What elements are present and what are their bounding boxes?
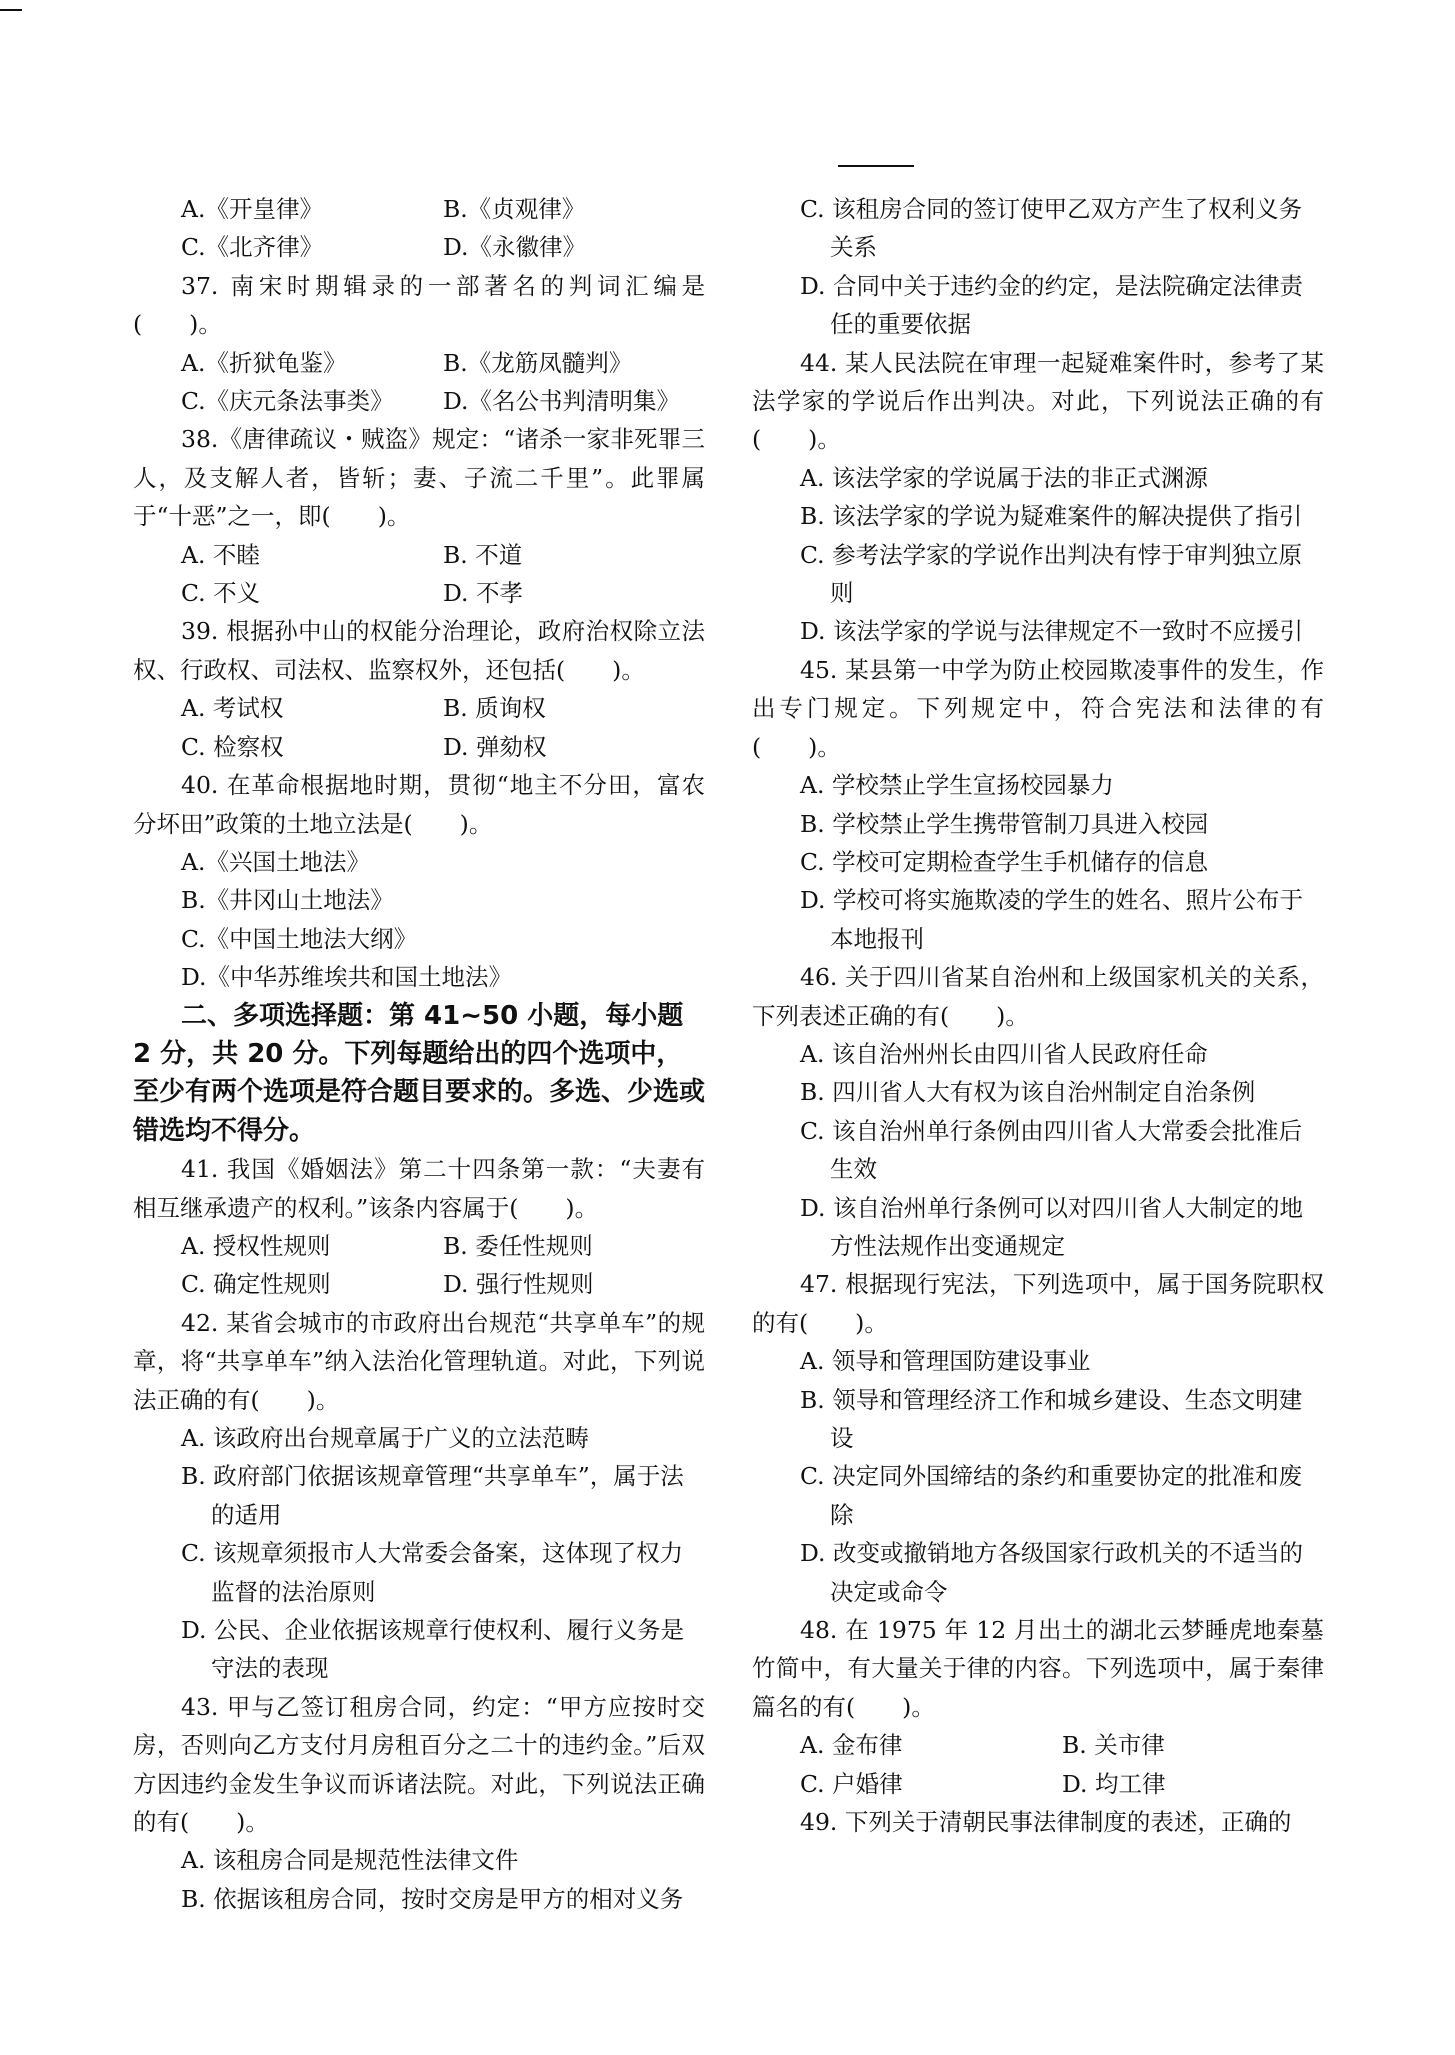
question-text: 49. 下列关于清朝民事法律制度的表述，正确的 [800, 1808, 1292, 1837]
option-text: B. 关市律 [1062, 1731, 1165, 1760]
option-pair [133, 689, 705, 727]
option-pair [133, 1227, 705, 1265]
option-text: D. 该自治州单行条例可以对四川省人大制定的地方性法规作出变通规定 [800, 1193, 1303, 1260]
question-text: 42. 某省会城市的市政府出台规范“共享单车”的规章，将“共享单车”纳入法治化管理轨道。对此，下列说法正确的有( )。 [133, 1308, 705, 1414]
option-pair [752, 1726, 1324, 1764]
option-text: D. 改变或撤销地方各级国家行政机关的不适当的决定或命令 [800, 1539, 1303, 1606]
option-text: A. 考试权 [181, 694, 284, 723]
option-text: D. 公民、企业依据该规章行使权利、履行义务是守法的表现 [181, 1616, 684, 1683]
option-text: C.《庆元条法事类》 [181, 387, 394, 416]
option-text: D. 强行性规则 [443, 1270, 594, 1299]
option-text: A.《兴国土地法》 [181, 847, 370, 876]
option-text: B. 不道 [443, 540, 523, 569]
option-text: B. 质询权 [443, 694, 546, 723]
option-pair [133, 728, 705, 766]
option-pair [752, 1765, 1324, 1803]
header-rule [838, 165, 914, 167]
option-pair [133, 574, 705, 612]
question-text: 38.《唐律疏议・贼盗》规定：“诸杀一家非死罪三人，及支解人者，皆斩；妻、子流二千里”。此罪属于“十恶”之一，即( )。 [133, 425, 705, 531]
scan-mark [0, 9, 22, 11]
option-text: D. 合同中关于违约金的约定，是法院确定法律责任的重要依据 [800, 271, 1303, 339]
option-text: B. 委任性规则 [443, 1231, 593, 1260]
option-text: D.《永徽律》 [443, 233, 586, 262]
option-pair [133, 228, 705, 266]
option-text: D.《名公书判清明集》 [443, 387, 680, 416]
option-text: B. 依据该租房合同，按时交房是甲方的相对义务 [181, 1884, 684, 1913]
option-text: C. 该租房合同的签订使甲乙双方产生了权利义务关系 [800, 195, 1303, 262]
option-text: C. 确定性规则 [181, 1270, 331, 1299]
question-text: 41. 我国《婚姻法》第二十四条第一款：“夫妻有相互继承遗产的权利。”该条内容属于( )。 [133, 1155, 705, 1222]
option-text: C.《北齐律》 [181, 233, 324, 262]
option-text: B. 政府部门依据该规章管理“共享单车”，属于法的适用 [181, 1462, 684, 1529]
question-text: 46. 关于四川省某自治州和上级国家机关的关系，下列表述正确的有( )。 [752, 963, 1324, 1030]
question-text: 48. 在 1975 年 12 月出土的湖北云梦睡虎地秦墓竹简中，有大量关于律的内容。下列选项中，属于秦律篇名的有( )。 [752, 1616, 1324, 1721]
option-text: D.《中华苏维埃共和国土地法》 [181, 963, 512, 992]
option-text: D. 不孝 [443, 579, 523, 608]
option-pair [133, 1265, 705, 1303]
left-column [133, 190, 705, 1918]
option-text: A. 领导和管理国防建设事业 [800, 1347, 1091, 1376]
option-text: B.《井冈山土地法》 [181, 886, 394, 915]
option-text: A. 授权性规则 [181, 1231, 331, 1260]
option-pair [133, 382, 705, 420]
question-text: 39. 根据孙中山的权能分治理论，政府治权除立法权、行政权、司法权、监察权外，还包括( )。 [133, 617, 705, 684]
question-text: 40. 在革命根据地时期，贯彻“地主不分田，富农分坏田”政策的土地立法是( )。 [133, 771, 705, 838]
option-text: C. 不义 [181, 579, 261, 608]
option-text: D. 弹劾权 [443, 732, 547, 761]
option-text: A. 该自治州州长由四川省人民政府任命 [800, 1039, 1208, 1068]
question-text: 44. 某人民法院在审理一起疑难案件时，参考了某法学家的学说后作出判决。对此，下列说法正确的有( )。 [752, 348, 1324, 454]
option-pair [133, 536, 705, 574]
option-text: D. 均工律 [1062, 1769, 1166, 1798]
question-text: 43. 甲与乙签订租房合同，约定：“甲方应按时交房，否则向乙方支付月房租百分之二十的违约金。”后双方因违约金发生争议而诉诸法院。对此，下列说法正确的有( )。 [133, 1692, 705, 1837]
option-text: A. 学校禁止学生宣扬校园暴力 [800, 771, 1114, 800]
option-text: C. 户婚律 [800, 1769, 903, 1798]
option-text: B. 四川省人大有权为该自治州制定自治条例 [800, 1078, 1256, 1107]
option-text: D. 该法学家的学说与法律规定不一致时不应援引 [800, 617, 1303, 646]
option-pair [133, 344, 705, 382]
option-text: C. 该规章须报市人大常委会备案，这体现了权力监督的法治原则 [181, 1539, 684, 1606]
section-heading: 二、多项选择题：第 41~50 小题，每小题 2 分，共 20 分。下列每题给出的四个选项中，至少有两个选项是符合题目要求的。多选、少选或错选均不得分。 [133, 1000, 706, 1146]
option-pair [133, 190, 705, 228]
option-text: A. 该政府出台规章属于广义的立法范畴 [181, 1424, 589, 1452]
right-column [752, 190, 1324, 1841]
option-text: C. 学校可定期检查学生手机储存的信息 [800, 847, 1209, 876]
option-text: C. 参考法学家的学说作出判决有悖于审判独立原则 [800, 540, 1303, 608]
question-text: 45. 某县第一中学为防止校园欺凌事件的发生，作出专门规定。下列规定中，符合宪法和法律的有( )。 [752, 655, 1324, 761]
option-text: A. 不睦 [181, 540, 260, 569]
option-text: C.《中国土地法大纲》 [181, 924, 418, 953]
option-text: A. 该法学家的学说属于法的非正式渊源 [800, 463, 1208, 492]
option-text: C. 检察权 [181, 732, 284, 761]
question-text: 37. 南宋时期辑录的一部著名的判词汇编是( )。 [133, 271, 705, 339]
option-text: A. 金布律 [800, 1731, 903, 1760]
option-text: C. 该自治州单行条例由四川省人大常委会批准后生效 [800, 1116, 1303, 1184]
option-text: B. 领导和管理经济工作和城乡建设、生态文明建设 [800, 1385, 1303, 1452]
option-text: B. 该法学家的学说为疑难案件的解决提供了指引 [800, 502, 1303, 531]
option-text: A.《开皇律》 [181, 195, 323, 223]
option-text: D. 学校可将实施欺凌的学生的姓名、照片公布于本地报刊 [800, 886, 1303, 953]
option-text: B.《龙筋凤髓判》 [443, 348, 633, 377]
option-text: A. 该租房合同是规范性法律文件 [181, 1846, 519, 1875]
question-text: 47. 根据现行宪法，下列选项中，属于国务院职权的有( )。 [752, 1270, 1324, 1337]
option-text: C. 决定同外国缔结的条约和重要协定的批准和废除 [800, 1462, 1303, 1529]
option-text: B. 学校禁止学生携带管制刀具进入校园 [800, 809, 1209, 838]
option-text: A.《折狱龟鉴》 [181, 348, 347, 377]
option-text: B.《贞观律》 [443, 195, 586, 223]
